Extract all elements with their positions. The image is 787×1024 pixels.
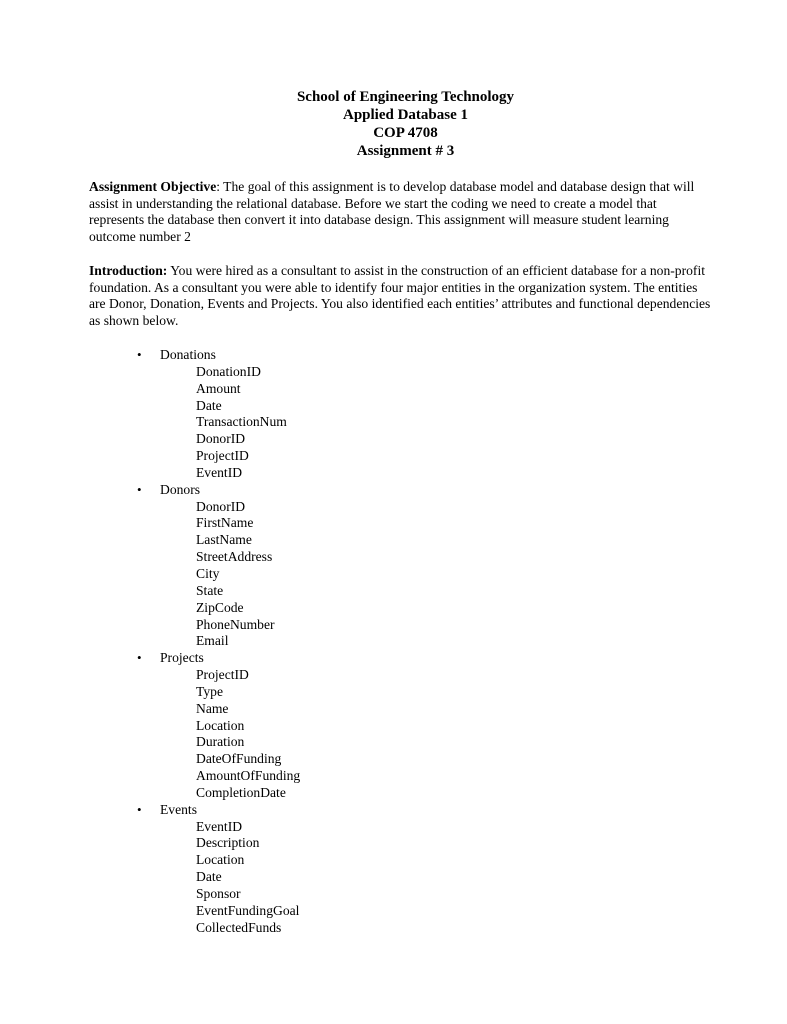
attribute-item: ProjectID	[196, 667, 249, 683]
attribute-item: EventFundingGoal	[196, 902, 300, 918]
course-code: COP 4708	[373, 125, 438, 141]
attribute-item: EventID	[196, 464, 243, 480]
attribute-list	[0, 499, 787, 651]
attribute-item: Email	[196, 633, 229, 649]
attribute-item: City	[196, 565, 220, 581]
attribute-item: Amount	[196, 380, 241, 396]
attribute-item: DonorID	[196, 431, 246, 447]
attribute-item: ZipCode	[196, 599, 244, 615]
entity-projects	[0, 650, 787, 802]
attribute-item: Description	[196, 835, 260, 851]
introduction-label: Introduction:	[89, 263, 168, 278]
attribute-item: TransactionNum	[196, 414, 287, 430]
objective-label: Assignment Objective	[89, 179, 217, 194]
attribute-item: PhoneNumber	[196, 616, 275, 632]
bullet-icon: •	[137, 650, 142, 666]
course-title: Applied Database 1	[342, 107, 469, 123]
entity-donations	[0, 347, 787, 482]
entity-donors	[0, 482, 787, 650]
entity-list	[0, 347, 787, 937]
attribute-item: CompletionDate	[196, 784, 286, 800]
bullet-icon: •	[137, 347, 142, 362]
attribute-item: FirstName	[196, 515, 254, 531]
attribute-item: Name	[196, 700, 229, 716]
entity-name: Donations	[160, 347, 216, 362]
attribute-item: AmountOfFunding	[196, 768, 301, 784]
attribute-item: Date	[196, 869, 222, 885]
attribute-item: State	[196, 582, 224, 598]
document-header	[0, 88, 787, 160]
attribute-item: Location	[196, 852, 245, 868]
attribute-item: DonationID	[196, 363, 261, 379]
attribute-item: Date	[196, 397, 222, 413]
objective-text: : The goal of this assignment is to develop database model and database design that will assist in understanding the relational database. Before we start the coding we need to create a model that represents the database then convert it into database design. This assignment will measure student learning outcome number 2	[89, 179, 695, 245]
attribute-list	[0, 819, 787, 937]
objective-paragraph	[89, 179, 714, 246]
attribute-item: LastName	[196, 532, 252, 548]
introduction-paragraph	[89, 263, 714, 330]
attribute-item: Sponsor	[196, 886, 241, 901]
attribute-item: ProjectID	[196, 448, 249, 464]
bullet-icon: •	[137, 481, 142, 497]
attribute-item: Location	[196, 717, 245, 733]
school-title: School of Engineering Technology	[296, 89, 515, 105]
attribute-item: Duration	[196, 734, 245, 750]
entity-heading	[0, 482, 787, 499]
attribute-item: Type	[196, 683, 223, 699]
entity-heading	[0, 650, 787, 667]
entity-name: Events	[160, 801, 197, 817]
entity-heading	[0, 347, 787, 364]
attribute-item: StreetAddress	[196, 549, 273, 565]
introduction-text: You were hired as a consultant to assist in the construction of an efficient database for a non-profit foundation. As a consultant you were able to identify four major entities in the organization system. The entities are Donor, Donation, Events and Projects. You also identified each entities’ attributes and functional dependencies as shown below.	[89, 263, 711, 329]
bullet-icon: •	[137, 801, 142, 817]
attribute-list	[0, 667, 787, 802]
attribute-list	[0, 364, 787, 482]
entity-name: Projects	[160, 650, 204, 666]
entity-events	[0, 802, 787, 937]
attribute-item: EventID	[196, 818, 243, 834]
entity-name: Donors	[160, 481, 201, 497]
assignment-number: Assignment # 3	[356, 143, 455, 159]
attribute-item: CollectedFunds	[196, 919, 282, 935]
attribute-item: DonorID	[196, 498, 246, 514]
attribute-item: DateOfFunding	[196, 751, 282, 767]
entity-heading	[0, 802, 787, 819]
